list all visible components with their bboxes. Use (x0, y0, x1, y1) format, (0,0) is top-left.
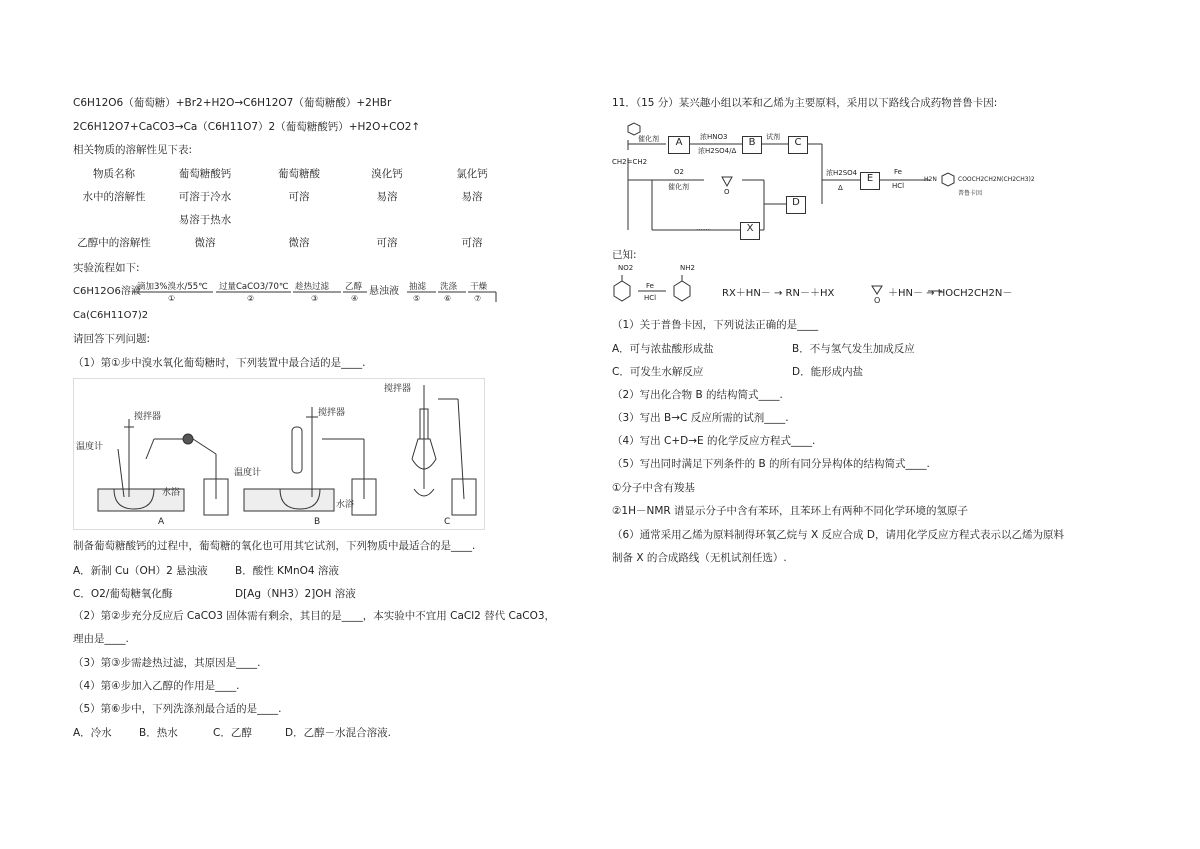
known-reaction-1: RX＋HN－ → RN－＋HX (722, 288, 835, 299)
r-q1-option-a: A．可与浓盐酸形成盐 (612, 343, 714, 355)
flow-intro: 实验流程如下: (73, 262, 140, 274)
scheme-procaine: COOCH2CH2N(CH2CH3)2 (958, 176, 1035, 183)
scheme-hno3: 浓HNO3 (700, 133, 728, 141)
scheme-cat2: 催化剂 (668, 183, 689, 191)
table-header-cell: 葡萄糖酸钙 (178, 168, 232, 180)
table-row (73, 189, 513, 212)
scheme-procaine-amine: H2N (924, 176, 937, 183)
b-stirrer-label: 搅拌器 (318, 408, 346, 418)
table-cell: 易溶 (461, 191, 483, 203)
q5-option-d: D．乙醇－水混合溶液. (285, 727, 391, 739)
known-hcl: HCl (644, 294, 657, 302)
question-2b: 理由是____. (73, 633, 129, 645)
flow-step-1: 滴加3%溴水/55℃ (137, 282, 208, 292)
table-cell: 微溶 (194, 237, 216, 249)
question-1b: 制备葡萄糖酸钙的过程中，葡萄糖的氧化也可用其它试剂，下列物质中最适合的是____. (73, 540, 476, 552)
table-row (73, 235, 513, 258)
scheme-reagent: 试剂 (766, 133, 780, 141)
scheme-cat1: 催化剂 (638, 135, 659, 143)
table-header-cell: 葡萄糖酸 (278, 168, 320, 180)
b-bath-label: 水浴 (336, 500, 355, 510)
r-q5-condition-2: ②1H－NMR 谱显示分子中含有苯环，且苯环上有两种不同化学环境的氢原子 (612, 505, 969, 517)
known-nh2: NH2 (680, 264, 695, 272)
table-row (73, 212, 513, 235)
box-e: E (860, 172, 880, 190)
a-label: A (158, 517, 165, 527)
flow-num-4: ④ (351, 294, 359, 303)
q11-title: 11．（15 分）某兴趣小组以苯和乙烯为主要原料，采用以下路线合成药物普鲁卡因: (612, 97, 998, 109)
scheme-hcl: HCl (892, 182, 905, 190)
r-question-4: （4）写出 C+D→E 的化学反应方程式____. (612, 435, 816, 447)
table-cell: 可溶 (288, 191, 310, 203)
b-thermometer-label: 温度计 (234, 468, 262, 478)
table-cell: 可溶 (461, 237, 483, 249)
table-row-label: 乙醇中的溶解性 (77, 237, 151, 249)
q5-option-c: C．乙醇 (213, 727, 252, 739)
flow-num-3: ③ (311, 294, 319, 303)
q1b-option-a: A．新制 Cu（OH）2 悬浊液 (73, 565, 208, 577)
question-3: （3）第③步需趁热过滤，其原因是____. (73, 657, 261, 669)
table-header-cell: 氯化钙 (456, 168, 488, 180)
flow-step-5: 抽滤 (409, 282, 427, 292)
scheme-ethene: CH2=CH2 (612, 158, 648, 166)
apparatus-diagram (73, 378, 485, 530)
q1b-option-c: C．O2/葡萄糖氧化酶 (73, 588, 173, 600)
scheme-fe: Fe (894, 168, 902, 176)
solubility-intro: 相关物质的溶解性见下表: (73, 144, 193, 156)
b-label: B (314, 517, 321, 527)
table-row-label: 水中的溶解性 (82, 191, 146, 203)
flow-num-6: ⑥ (444, 294, 452, 303)
r-question-6b: 制备 X 的合成路线（无机试剂任选）. (612, 552, 787, 564)
q5-option-b: B．热水 (139, 727, 178, 739)
flow-step-3: 趁热过滤 (295, 282, 330, 292)
table-header-cell: 溴化钙 (371, 168, 403, 180)
apparatus-drawing (74, 379, 484, 529)
table-cell: 易溶 (376, 191, 398, 203)
scheme-o2: O2 (674, 168, 684, 176)
question-2: （2）第②步充分反应后 CaCO3 固体需有剩余，其目的是____，本实验中不宜用 CaCl2 替代 CaCO3， (73, 610, 556, 622)
c-stirrer-label: 搅拌器 (384, 384, 412, 394)
flow-step-2: 过量CaCO3/70℃ (219, 282, 289, 292)
question-4: （4）第④步加入乙醇的作用是____. (73, 680, 240, 692)
a-thermometer-label: 温度计 (76, 442, 104, 452)
answer-prompt: 请回答下列问题: (73, 333, 151, 345)
flow-step-7: 干燥 (470, 282, 488, 292)
flow-start: C6H12O6溶液 (73, 286, 141, 297)
box-c: C (788, 136, 808, 154)
flow-num-1: ① (168, 294, 176, 303)
scheme-h2so4-2: 浓H2SO4 (826, 169, 858, 177)
c-label: C (444, 517, 451, 527)
known-epoxide-o: O (874, 296, 881, 305)
flow-mid: 悬浊液 (369, 286, 399, 297)
table-cell: 可溶 (376, 237, 398, 249)
r-question-2: （2）写出化合物 B 的结构简式____. (612, 389, 783, 401)
box-d: D (786, 196, 806, 214)
r-q1-option-c: C．可发生水解反应 (612, 366, 704, 378)
r-q1-option-d: D．能形成内盐 (792, 366, 864, 378)
r-question-5: （5）写出同时满足下列条件的 B 的所有同分异构体的结构简式____. (612, 458, 930, 470)
known-reaction-2: ＋HN－ → HOCH2CH2N－ (888, 288, 1013, 299)
scheme-delta: Δ (838, 184, 843, 192)
equation-1: C6H12O6（葡萄糖）+Br2+H2O→C6H12O7（葡萄糖酸）+2HBr (73, 97, 392, 109)
known-fe: Fe (646, 282, 654, 290)
known-no2: NO2 (618, 264, 634, 272)
question-1: （1）第①步中溴水氧化葡萄糖时，下列装置中最合适的是____. (73, 357, 366, 369)
r-q5-condition-1: ①分子中含有羧基 (612, 482, 695, 494)
flow-step-4: 乙醇 (345, 282, 363, 292)
box-x: X (740, 222, 760, 240)
box-b: B (742, 136, 762, 154)
box-a: A (668, 136, 690, 154)
solubility-table (73, 166, 513, 258)
known-reactions (612, 264, 1052, 310)
a-stirrer-label: 搅拌器 (134, 412, 162, 422)
flow-num-5: ⑤ (413, 294, 421, 303)
table-cell: 可溶于冷水 (178, 191, 232, 203)
r-question-3: （3）写出 B→C 反应所需的试剂____. (612, 412, 789, 424)
apparatus-c (412, 385, 476, 515)
flow-num-7: ⑦ (474, 294, 482, 303)
flow-end: Ca(C6H11O7)2 (73, 310, 149, 321)
table-header-cell: 物质名称 (93, 168, 135, 180)
question-5: （5）第⑥步中，下列洗涤剂最合适的是____. (73, 703, 282, 715)
flow-num-2: ② (247, 294, 255, 303)
table-cell: 微溶 (288, 237, 310, 249)
synthesis-scheme (612, 120, 1052, 240)
table-cell: 易溶于热水 (178, 214, 232, 226)
process-flow (73, 278, 593, 326)
known-label: 已知: (612, 249, 637, 261)
q1b-option-d: D[Ag（NH3）2]OH 溶液 (235, 588, 356, 600)
r-question-1: （1）关于普鲁卡因，下列说法正确的是____ (612, 319, 819, 331)
apparatus-a (98, 419, 228, 515)
apparatus-b (244, 407, 376, 515)
scheme-dots: …… (696, 224, 710, 232)
a-bath-label: 水浴 (162, 488, 181, 498)
table-header-row (73, 166, 513, 189)
scheme-h2so4: 浓H2SO4/Δ (698, 147, 737, 155)
r-q1-option-b: B．不与氢气发生加成反应 (792, 343, 915, 355)
q1b-option-b: B．酸性 KMnO4 溶液 (235, 565, 339, 577)
equation-2: 2C6H12O7+CaCO3→Ca（C6H11O7）2（葡萄糖酸钙）+H2O+CO2↑ (73, 121, 421, 133)
scheme-epoxide-o: O (724, 188, 730, 196)
q5-option-a: A．冷水 (73, 727, 112, 739)
flow-step-6: 洗涤 (440, 282, 458, 292)
r-question-6: （6）通常采用乙烯为原料制得环氧乙烷与 X 反应合成 D，请用化学反应方程式表示以乙烯为原料 (612, 529, 1064, 541)
scheme-procaine-name: 普鲁卡因 (958, 190, 983, 197)
